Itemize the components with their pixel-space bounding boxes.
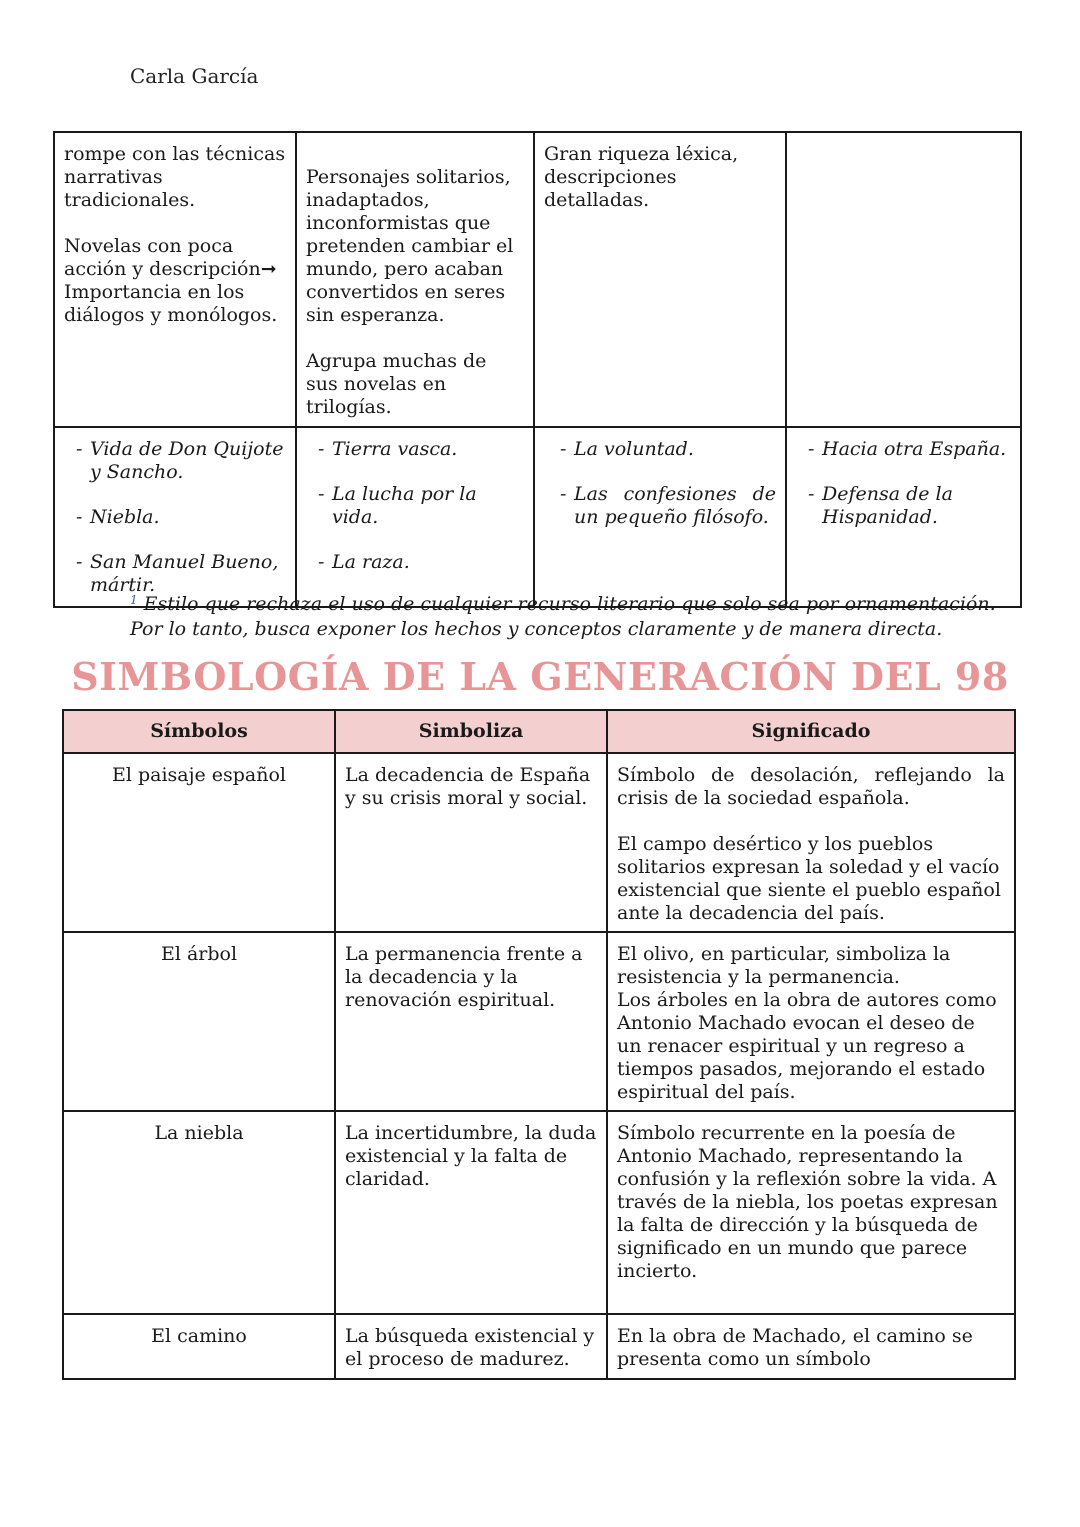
list-item: - Las confesiones de un pequeño filósofo. — [548, 483, 776, 529]
column-header-meaning: Significado — [607, 710, 1015, 753]
footnote — [130, 588, 1010, 642]
symbol-cell: El árbol — [63, 932, 335, 1111]
cell-paragraph: Agrupa muchas de sus novelas en trilogías. — [306, 350, 487, 418]
symbolizes-cell: La incertidumbre, la duda existencial y la falta de claridad. — [335, 1111, 607, 1314]
symbolizes-cell: La búsqueda existencial y el proceso de madurez. — [335, 1314, 607, 1379]
table-cell — [296, 132, 534, 427]
table-cell — [534, 427, 786, 607]
table-row — [54, 132, 1021, 427]
cell-paragraph: Personajes solitarios, inadaptados, inconformistas que pretenden cambiar el mundo, pero acaban convertidos en seres sin esperanza. — [306, 166, 514, 326]
cell-paragraph: Gran riqueza léxica, descripciones detalladas. — [544, 143, 739, 211]
cell-paragraph: rompe con las técnicas narrativas tradicionales. — [64, 143, 286, 211]
list-item: - Hacia otra España. — [796, 438, 1011, 461]
list-item: - Niebla. — [64, 506, 286, 529]
table-cell — [786, 427, 1021, 607]
cell-paragraph: Novelas con poca acción y descripción➞ Importancia en los diálogos y monólogos. — [64, 235, 278, 326]
symbol-cell: El paisaje español — [63, 753, 335, 932]
list-item: - Defensa de la Hispanidad. — [796, 483, 1011, 529]
column-header-symbols: Símbolos — [63, 710, 335, 753]
list-item: - San Manuel Bueno, mártir. — [64, 551, 286, 597]
list-item: - La lucha por la vida. — [306, 483, 524, 529]
table-cell — [534, 132, 786, 427]
symbol-cell: El camino — [63, 1314, 335, 1379]
table-row — [54, 427, 1021, 607]
meaning-cell — [607, 1111, 1015, 1314]
symbology-table — [62, 709, 1016, 1380]
footnote-line: Estilo que rechaza el uso de cualquier recurso literario que solo sea por ornamentación. — [143, 593, 996, 615]
symbol-cell: La niebla — [63, 1111, 335, 1314]
table-header-row — [63, 710, 1015, 753]
table-row — [63, 1111, 1015, 1314]
table-cell — [296, 427, 534, 607]
symbolizes-cell: La decadencia de España y su crisis moral y social. — [335, 753, 607, 932]
table-row — [63, 932, 1015, 1111]
cell-paragraph: Símbolo de desolación, reflejando la crisis de la sociedad española. — [617, 764, 1005, 809]
list-item: - Tierra vasca. — [306, 438, 524, 461]
section-title: SIMBOLOGÍA DE LA GENERACIÓN DEL 98 — [71, 654, 1009, 699]
column-header-symbolizes: Simboliza — [335, 710, 607, 753]
table-cell — [54, 132, 296, 427]
meaning-cell — [607, 1314, 1015, 1379]
cell-paragraph: El olivo, en particular, simboliza la resistencia y la permanencia. — [617, 943, 951, 988]
authors-works-table — [53, 131, 1022, 608]
table-row — [63, 1314, 1015, 1379]
footnote-line: Por lo tanto, busca exponer los hechos y conceptos claramente y de manera directa. — [130, 618, 943, 640]
list-item: - La raza. — [306, 551, 524, 574]
table-cell — [54, 427, 296, 607]
table-row — [63, 753, 1015, 932]
table-cell-empty — [786, 132, 1021, 427]
meaning-cell — [607, 753, 1015, 932]
footnote-marker: 1 — [130, 593, 138, 607]
author-name: Carla García — [130, 64, 259, 88]
cell-paragraph: En la obra de Machado, el camino se presenta como un símbolo — [617, 1325, 973, 1370]
cell-paragraph: Símbolo recurrente en la poesía de Antonio Machado, representando la confusión y la reflexión sobre la vida. A través de la niebla, los poetas expresan la falta de dirección y la búsqueda de significado en un mundo que parece incierto. — [617, 1122, 998, 1282]
cell-paragraph: El campo desértico y los pueblos solitarios expresan la soledad y el vacío existencial que siente el pueblo español ante la decadencia del país. — [617, 833, 1001, 924]
meaning-cell — [607, 932, 1015, 1111]
symbolizes-cell: La permanencia frente a la decadencia y la renovación espiritual. — [335, 932, 607, 1111]
list-item: - Vida de Don Quijote y Sancho. — [64, 438, 286, 484]
list-item: - La voluntad. — [548, 438, 776, 461]
cell-paragraph: Los árboles en la obra de autores como Antonio Machado evocan el deseo de un renacer espiritual y un regreso a tiempos pasados, mejorando el estado espiritual del país. — [617, 989, 997, 1103]
